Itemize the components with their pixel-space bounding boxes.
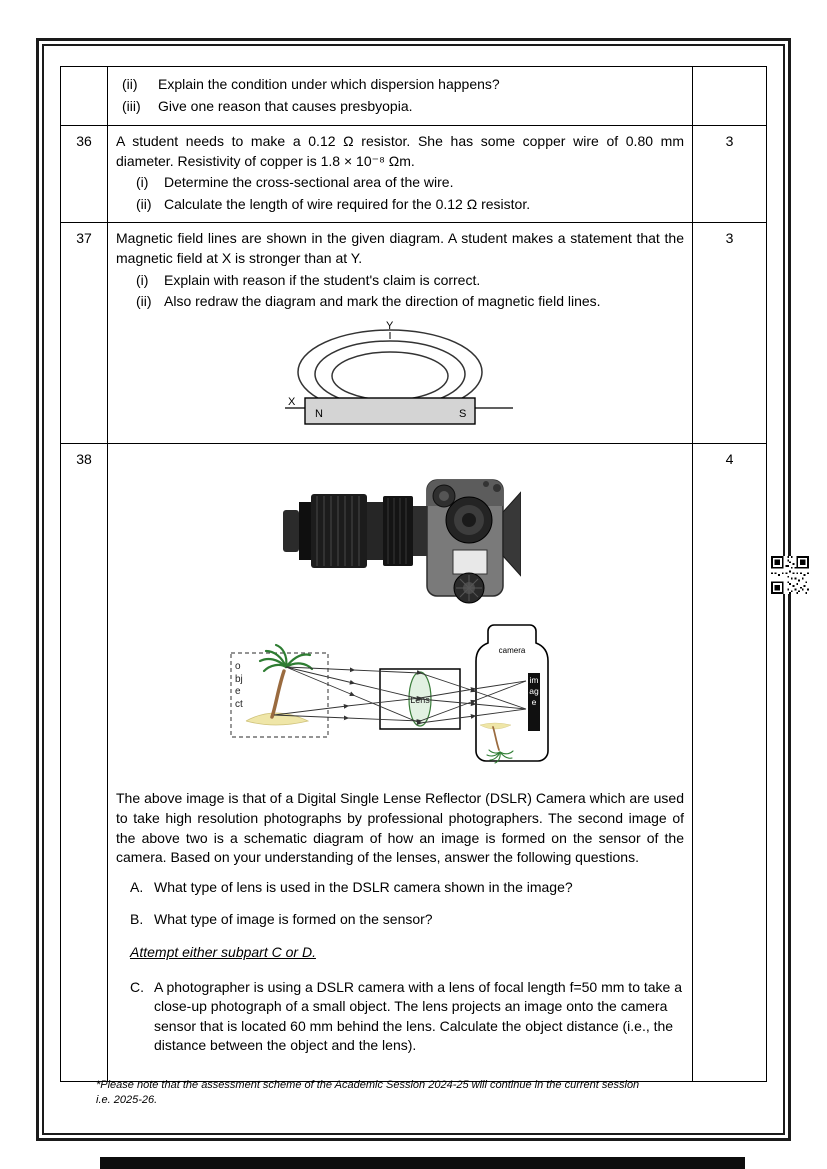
lens-ray-schematic <box>230 617 570 777</box>
object-label: object <box>235 661 243 710</box>
sub-item-text: Calculate the length of wire required for the 0.12 Ω resistor. <box>164 195 531 212</box>
bar-magnet <box>305 398 475 424</box>
question-content <box>108 126 693 223</box>
question-number <box>61 67 108 126</box>
footnote-line1: *Please note that the assessment scheme of the Academic Session 2024-25 will continue in the current session <box>96 1079 640 1091</box>
magnet-label-n: N <box>315 407 323 420</box>
image-strip <box>528 673 540 731</box>
sub-item <box>122 75 684 95</box>
sub-item-text: Explain the condition under which dispersion happens? <box>158 76 500 92</box>
sub-item-label: B. <box>130 911 144 928</box>
question-content <box>108 223 693 444</box>
sub-item-text: What type of image is formed on the sensor? <box>154 911 433 928</box>
magnet-field-diagram <box>285 320 515 438</box>
sub-item-label: (ii) <box>122 76 138 92</box>
question-row-continuation <box>61 67 767 126</box>
page-outer-border <box>36 38 791 1141</box>
sub-item-text: What type of lens is used in the DSLR camera shown in the image? <box>154 878 573 895</box>
sub-item-text: Explain with reason if the student's claim is correct. <box>164 271 481 288</box>
question-content <box>108 444 693 1082</box>
question-text: A student needs to make a 0.12 Ω resistor. She has some copper wire of 0.80 mm diameter. Resistivity of copper is 1.8 × 10⁻⁸ Ωm. <box>116 133 684 169</box>
sub-item-text: A photographer is using a DSLR camera with a lens of focal length f=50 mm to take a close-up photograph of a small object. The lens projects an image onto the camera sensor that is located 60 mm behind the lens. Calculate the object distance (i.e., the distance between the object and the lens). <box>154 978 683 1054</box>
marks-value <box>693 67 767 126</box>
image-label: image <box>529 675 539 708</box>
sub-item-label: A. <box>130 878 144 895</box>
sub-item-text: Also redraw the diagram and mark the direction of magnetic field lines. <box>164 293 601 310</box>
sub-item-label: (ii) <box>136 293 152 310</box>
sub-item <box>136 271 684 291</box>
qr-code <box>771 556 809 594</box>
question-number: 38 <box>61 444 108 1082</box>
question-table <box>60 66 767 1082</box>
sub-item-text: Determine the cross-sectional area of the wire. <box>164 174 454 191</box>
sub-item <box>122 97 684 117</box>
marks-value: 4 <box>693 444 767 1082</box>
sub-item <box>130 878 684 898</box>
attempt-note: Attempt either subpart C or D. <box>130 943 316 960</box>
dslr-camera-illustration <box>279 454 521 609</box>
lens-label: Lens <box>410 695 430 706</box>
question-row-38 <box>61 444 767 1082</box>
sub-item-label: (iii) <box>122 97 141 114</box>
footnote <box>96 1078 746 1108</box>
camera-label: camera <box>498 646 526 656</box>
question-content <box>108 67 693 126</box>
marks-value: 3 <box>693 126 767 223</box>
sub-item <box>136 195 684 215</box>
magnet-label-y: Y <box>386 319 394 332</box>
sub-item-label: C. <box>130 978 144 995</box>
page-inner-border <box>42 44 785 1135</box>
question-row-37 <box>61 223 767 444</box>
bottom-scan-bar <box>100 1157 745 1169</box>
magnet-label-x: X <box>288 395 296 408</box>
question-text: Magnetic field lines are shown in the given diagram. A student makes a statement that the magnetic field at X is stronger than at Y. <box>116 230 684 266</box>
question-row-36 <box>61 126 767 223</box>
sub-item-label: (ii) <box>136 195 152 212</box>
sub-item-label: (i) <box>136 174 149 191</box>
magnet-label-s: S <box>459 407 467 420</box>
sub-item-text: Give one reason that causes presbyopia. <box>158 97 413 114</box>
question-number: 37 <box>61 223 108 444</box>
footnote-line2: i.e. 2025-26. <box>96 1093 158 1106</box>
sub-item <box>130 910 684 930</box>
question-paragraph: The above image is that of a Digital Single Lense Reflector (DSLR) Camera which are used to take high resolution photographs by professional photographers. The second image of the above two is a schematic diagram of how an image is formed on the sensor of the camera. Based on your understanding of the lenses, answer the following questions. <box>116 790 684 866</box>
sub-item-label: (i) <box>136 271 149 288</box>
sub-item <box>136 292 684 312</box>
marks-value: 3 <box>693 223 767 444</box>
sub-item <box>136 173 684 193</box>
question-number: 36 <box>61 126 108 223</box>
sub-item <box>130 978 684 1056</box>
